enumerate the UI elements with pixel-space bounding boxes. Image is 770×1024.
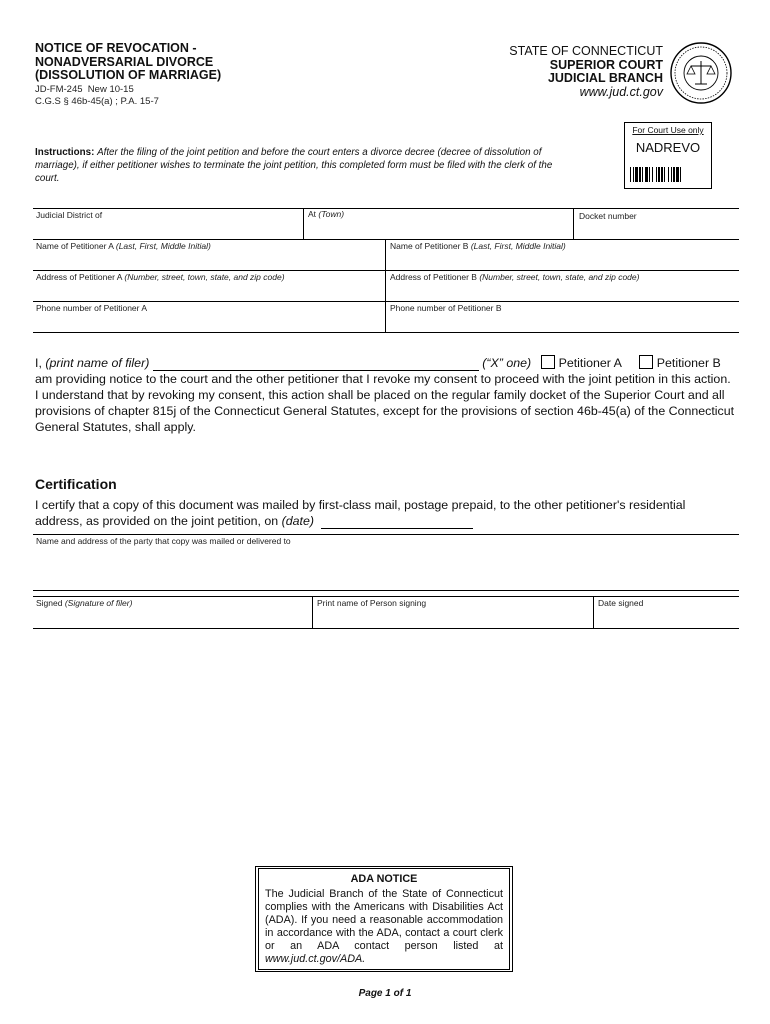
title-line-2: NONADVERSARIAL DIVORCE bbox=[35, 54, 214, 69]
grid-line bbox=[33, 301, 739, 302]
docket-number-field[interactable]: Docket number bbox=[579, 211, 637, 221]
grid-line bbox=[33, 239, 739, 240]
mailing-date-input[interactable] bbox=[321, 528, 473, 529]
grid-line bbox=[385, 239, 386, 332]
website-link[interactable]: www.jud.ct.gov bbox=[579, 84, 663, 99]
grid-line bbox=[573, 208, 574, 239]
state-name: STATE OF CONNECTICUT bbox=[509, 44, 663, 58]
branch-name: JUDICIAL BRANCH bbox=[547, 71, 663, 85]
petitioner-b-option: Petitioner B bbox=[656, 356, 721, 370]
petitioner-b-phone-field[interactable]: Phone number of Petitioner B bbox=[390, 303, 502, 313]
judicial-district-field[interactable]: Judicial District of bbox=[36, 210, 103, 220]
grid-line bbox=[33, 596, 739, 597]
court-use-box bbox=[624, 122, 712, 189]
ada-heading: ADA NOTICE bbox=[350, 873, 418, 885]
petitioner-a-name-field[interactable]: Name of Petitioner A (Last, First, Middle Initial) bbox=[36, 241, 211, 251]
grid-line bbox=[33, 628, 739, 629]
print-name-field[interactable]: Print name of Person signing bbox=[317, 598, 427, 608]
filer-line: I, (print name of filer) (“X” one) Petitioner A Petitioner B bbox=[35, 356, 721, 370]
petitioner-b-checkbox[interactable] bbox=[639, 355, 653, 369]
form-identifier bbox=[35, 84, 159, 108]
petitioner-b-name-field[interactable]: Name of Petitioner B (Last, First, Middle Initial) bbox=[390, 241, 566, 251]
court-name: SUPERIOR COURT bbox=[549, 57, 663, 72]
title-line-3: (DISSOLUTION OF MARRIAGE) bbox=[35, 68, 222, 82]
barcode-icon bbox=[630, 167, 706, 182]
petitioner-a-phone-field[interactable]: Phone number of Petitioner A bbox=[36, 303, 148, 313]
state-seal-icon bbox=[670, 42, 732, 104]
statute-reference: C.G.S § 46b-45(a) ; P.A. 15-7 bbox=[35, 96, 159, 107]
revocation-statement bbox=[35, 355, 735, 435]
grid-line bbox=[33, 270, 739, 271]
court-header bbox=[509, 45, 663, 99]
x-one-label: (“X” one) bbox=[482, 356, 532, 370]
court-use-label: For Court Use only bbox=[632, 125, 704, 135]
ada-notice bbox=[255, 866, 513, 972]
mailed-to-field[interactable]: Name and address of the party that copy was mailed or delivered to bbox=[36, 536, 291, 546]
grid-line bbox=[33, 590, 739, 591]
petitioner-a-option: Petitioner A bbox=[558, 356, 622, 370]
title-line-1: NOTICE OF REVOCATION - bbox=[35, 41, 197, 55]
ada-text: The Judicial Branch of the State of Connecticut complies with the Americans with Disabilities Act (ADA). If you need a reasonable accommodation in accordance with the ADA, contact a court clerk or an ADA contact person listed at www.jud.ct.gov/ADA. bbox=[265, 888, 503, 965]
grid-line bbox=[303, 208, 304, 239]
petitioner-a-address-field[interactable]: Address of Petitioner A (Number, street, town, state, and zip code) bbox=[36, 272, 285, 282]
certification-text: I certify that a copy of this document was mailed by first-class mail, postage prepaid, to the other petitioner's residential address, as provided on the joint petition, on (date) bbox=[35, 498, 686, 528]
grid-line bbox=[33, 534, 739, 535]
ada-link[interactable]: www.jud.ct.gov/ADA. bbox=[265, 953, 366, 965]
instructions-label: Instructions: bbox=[35, 147, 95, 158]
court-use-code: NADREVO bbox=[635, 140, 701, 155]
instructions-text: After the filing of the joint petition and before the court enters a divorce decree (decree of dissolution of marriage), if either petitioner wishes to terminate the joint petition, this completed form must be filed with the clerk of the court. bbox=[35, 147, 553, 184]
grid-line bbox=[33, 208, 739, 209]
page-number: Page 1 of 1 bbox=[358, 988, 412, 999]
instructions bbox=[35, 147, 560, 185]
date-hint: (date) bbox=[281, 514, 314, 528]
town-field[interactable]: At (Town) bbox=[308, 209, 345, 219]
print-name-hint: (print name of filer) bbox=[45, 356, 150, 370]
petitioner-a-checkbox[interactable] bbox=[541, 355, 555, 369]
form-title bbox=[35, 42, 221, 83]
petitioner-b-address-field[interactable]: Address of Petitioner B (Number, street, town, state, and zip code) bbox=[390, 272, 640, 282]
date-signed-field[interactable]: Date signed bbox=[598, 598, 644, 608]
grid-line bbox=[593, 596, 594, 628]
revocation-text: am providing notice to the court and the other petitioner that I revoke my consent to proceed with the joint petition in this action. I understand that by revoking my consent, this action shall be placed on the regular family docket of the Superior Court and all provisions of chapter 815j of the Connecticut General Statutes, except for the provisions of section 46b-45(a) of the Connecticut General Statutes, shall apply. bbox=[35, 372, 735, 434]
form-date: New 10-15 bbox=[87, 84, 134, 95]
grid-line bbox=[33, 332, 739, 333]
form-number: JD-FM-245 bbox=[35, 84, 83, 95]
grid-line bbox=[312, 596, 313, 628]
signature-field[interactable]: Signed (Signature of filer) bbox=[36, 598, 133, 608]
certification-heading: Certification bbox=[35, 476, 117, 492]
